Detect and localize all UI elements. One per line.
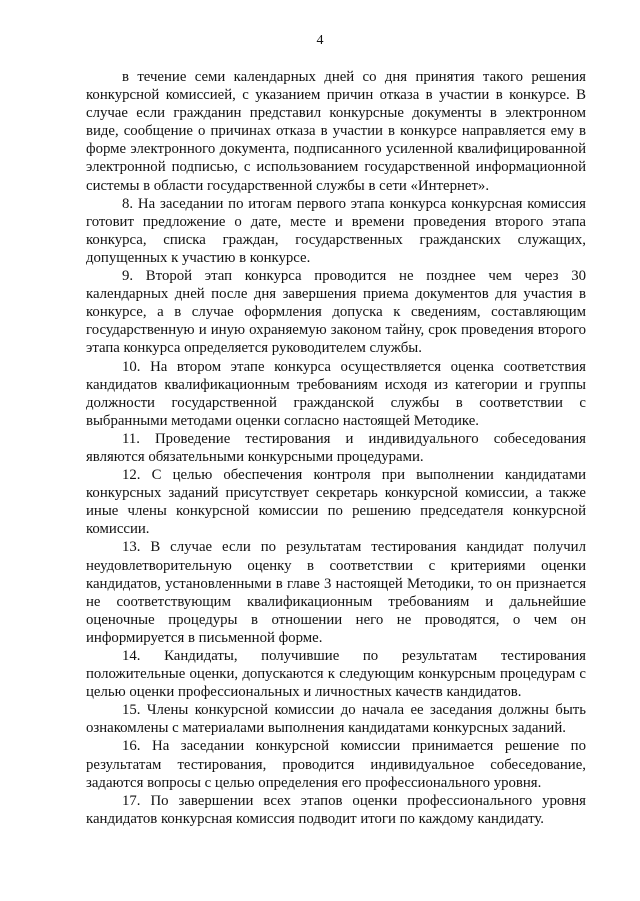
paragraph-item-13: 13. В случае если по результатам тестирования кандидат получил неудовлетворительную оценку в соответствии с критериями оценки кандидатов, установленными в главе 3 настоящей Методики, то он признается не соответствующим квалификационным требованиям и дальнейшие оценочные процедуры в отношении него не проводятся, о чем он информируется в письменной форме. — [86, 539, 586, 646]
paragraph-continuation: в течение семи календарных дней со дня принятия такого решения конкурсной комиссией, с указанием причин отказа в участии в конкурсе. В случае если гражданин представил конкурсные документы в электронном виде, сообщение о причинах отказа в участии в конкурсе направляется ему в форме электронного документа, подписанного усиленной квалифицированной электронной подписью, с использованием государственной информационной системы в области государственной службы в сети «Интернет». — [86, 69, 586, 194]
paragraph-item-14: 14. Кандидаты, получившие по результатам тестирования положительные оценки, допускаются к следующим конкурсным процедурам с целью оценки профессиональных и личностных качеств кандидатов. — [86, 648, 586, 701]
page-number: 4 — [316, 33, 324, 48]
paragraph-item-11: 11. Проведение тестирования и индивидуального собеседования являются обязательными конкурсными процедурами. — [86, 430, 586, 465]
paragraph-item-16: 16. На заседании конкурсной комиссии принимается решение по результатам тестирования, проводится индивидуальное собеседование, задаются вопросы с целью определения его профессионального уровня. — [86, 738, 586, 791]
document-body — [86, 68, 586, 828]
paragraph-item-12: 12. С целью обеспечения контроля при выполнении кандидатами конкурсных заданий присутствует секретарь конкурсной комиссии, а также иные члены конкурсной комиссии по решению председателя конкурсной комиссии. — [86, 467, 586, 538]
paragraph-item-9: 9. Второй этап конкурса проводится не позднее чем через 30 календарных дней после дня завершения приема документов для участия в конкурсе, а в случае оформления допуска к сведениям, составляющим государственную и иную охраняемую законом тайну, срок проведения второго этапа конкурса определяется руководителем службы. — [86, 268, 586, 357]
paragraph-item-8: 8. На заседании по итогам первого этапа конкурса конкурсная комиссия готовит предложение о дате, месте и времени проведения второго этапа конкурса, списка граждан, государственных гражданских служащих, допущенных к участию в конкурсе. — [86, 195, 586, 266]
paragraph-item-10: 10. На втором этапе конкурса осуществляется оценка соответствия кандидатов квалификационным требованиям исходя из категории и группы должности государственной гражданской службы в соответствии с выбранными методами оценки согласно настоящей Методике. — [86, 358, 586, 429]
paragraph-item-15: 15. Члены конкурсной комиссии до начала ее заседания должны быть ознакомлены с материалами выполнения кандидатами конкурсных заданий. — [86, 702, 586, 737]
paragraph-item-17: 17. По завершении всех этапов оценки профессионального уровня кандидатов конкурсная комиссия подводит итоги по каждому кандидату. — [86, 792, 586, 827]
